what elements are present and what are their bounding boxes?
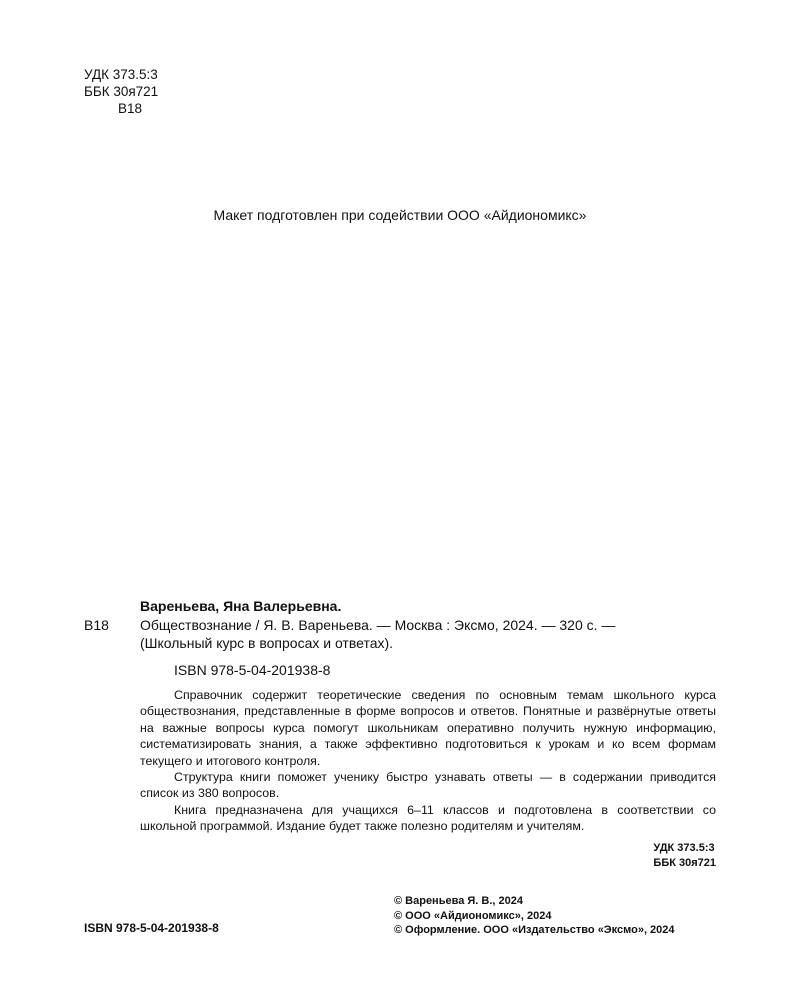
bbk-code-bottom: ББК 30я721 [653, 857, 716, 869]
record-title-line: Обществознание / Я. В. Вареньева. — Москва : Эксмо, 2024. — 320 с. — [140, 617, 616, 633]
layout-credit-line: Макет подготовлен при содействии ООО «Айдиономикс» [213, 207, 587, 223]
bbk-code: ББК 30я721 [84, 84, 159, 99]
udk-code: УДК 373.5:3 [84, 67, 158, 82]
record-series-line: (Школьный курс в вопросах и ответах). [140, 635, 394, 651]
top-classification-codes [84, 66, 158, 117]
copyright-publisher: © Оформление. ООО «Издательство «Эксмо», 2024 [394, 924, 675, 936]
annotation-paragraph: Структура книги поможет ученику быстро узнавать ответы — в содержании приводится список из 380 вопросов. [140, 770, 716, 801]
udk-code-bottom: УДК 373.5:3 [653, 842, 715, 854]
copyright-layout-company: © ООО «Айдиономикс», 2024 [394, 909, 552, 922]
annotation [140, 687, 716, 835]
copyright-block [394, 894, 675, 938]
record-cipher: В18 [84, 617, 109, 633]
annotation-paragraph: Справочник содержит теоретические сведения по основным темам школьного курса обществознания, представленные в форме вопросов и ответов. Понятные и развёрнутые ответы на важные вопросы курса помогут школьникам оперативно получить нужную информацию, систематизировать знания, а также эффективно подготовиться к урокам и ко всем формам текущего и итогового контроля. [140, 688, 716, 768]
annotation-paragraph: Книга предназначена для учащихся 6–11 классов и подготовлена в соответствии со школьной программой. Издание будет также полезно родителям и учителям. [140, 802, 716, 834]
isbn-bottom: ISBN 978-5-04-201938-8 [84, 921, 219, 935]
author-cipher: В18 [118, 101, 143, 116]
copyright-author: © Вареньева Я. В., 2024 [394, 895, 523, 907]
bottom-classification-codes [653, 841, 716, 871]
record-author: Вареньева, Яна Валерьевна. [140, 598, 342, 614]
record-isbn: ISBN 978-5-04-201938-8 [174, 662, 331, 678]
